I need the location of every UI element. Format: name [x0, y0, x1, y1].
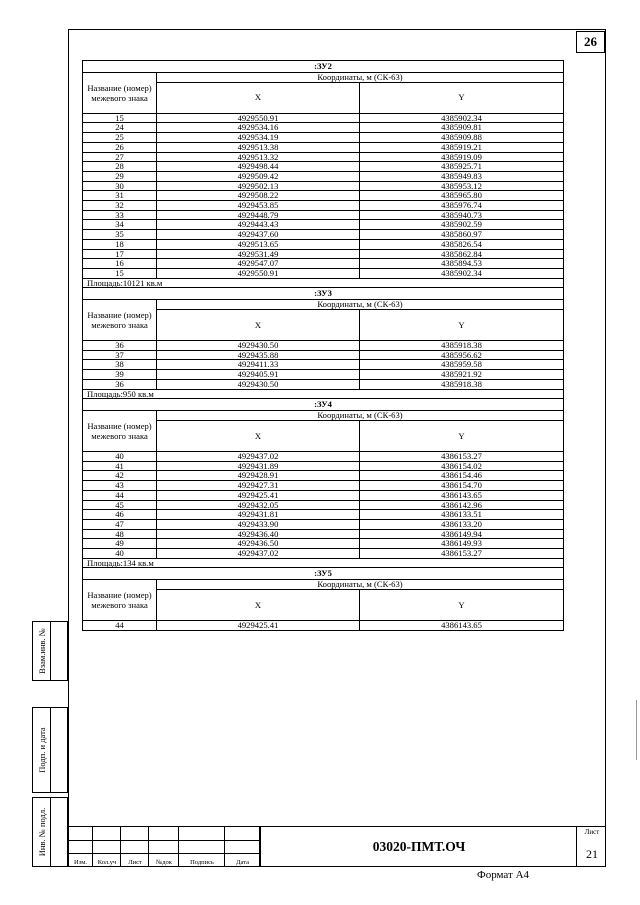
- coord-y: 4386133.51: [360, 510, 564, 520]
- coord-x: 4929513.65: [157, 239, 360, 249]
- table-row: [83, 379, 564, 389]
- coord-x: 4929433.90: [157, 519, 360, 529]
- coord-y: 4385919.21: [360, 142, 564, 152]
- marker-number: 43: [83, 481, 157, 491]
- coord-x: 4929498.44: [157, 162, 360, 172]
- marker-number: 37: [83, 350, 157, 360]
- side-field-inv-podl: [32, 797, 68, 867]
- coord-x: 4929431.81: [157, 510, 360, 520]
- table-row: [83, 481, 564, 491]
- marker-number: 36: [83, 341, 157, 351]
- header-x: X: [157, 590, 360, 621]
- section-title: :ЗУ3: [83, 288, 564, 300]
- stamp-grid: [68, 826, 256, 867]
- marker-number: 46: [83, 510, 157, 520]
- marker-number: 48: [83, 529, 157, 539]
- marker-number: 15: [83, 113, 157, 123]
- coord-x: 4929431.89: [157, 461, 360, 471]
- coord-y: 4385959.58: [360, 360, 564, 370]
- table-row: [83, 490, 564, 500]
- marker-number: 15: [83, 268, 157, 278]
- marker-number: 28: [83, 162, 157, 172]
- stamp-label-ndok: №док: [156, 859, 172, 866]
- marker-number: 42: [83, 471, 157, 481]
- table-row: [83, 360, 564, 370]
- marker-number: 31: [83, 191, 157, 201]
- marker-number: 32: [83, 201, 157, 211]
- marker-number: 41: [83, 461, 157, 471]
- side-label-inv-podl: Инв. № подл.: [36, 807, 47, 857]
- table-row: [83, 621, 564, 631]
- stamp-label-list: Лист: [128, 859, 142, 866]
- header-y: Y: [360, 420, 564, 451]
- coord-y: 4386153.27: [360, 451, 564, 461]
- marker-number: 27: [83, 152, 157, 162]
- header-coordinates: Координаты, м (СК-63): [157, 300, 564, 310]
- coord-y: 4386143.65: [360, 490, 564, 500]
- table-row: [83, 529, 564, 539]
- header-y: Y: [360, 82, 564, 113]
- header-x: X: [157, 310, 360, 341]
- coord-x: 4929427.31: [157, 481, 360, 491]
- coord-y: 4385956.62: [360, 350, 564, 360]
- header-y: Y: [360, 590, 564, 621]
- stamp-label-podpis: Подпись: [190, 859, 214, 866]
- marker-number: 44: [83, 621, 157, 631]
- coord-x: 4929550.91: [157, 113, 360, 123]
- coord-x: 4929425.41: [157, 490, 360, 500]
- marker-number: 26: [83, 142, 157, 152]
- coord-x: 4929437.60: [157, 230, 360, 240]
- document-code: 03020-ПМТ.ОЧ: [260, 827, 577, 867]
- coord-y: 4385902.34: [360, 113, 564, 123]
- marker-number: 16: [83, 259, 157, 269]
- marker-number: 18: [83, 239, 157, 249]
- table-row: [83, 249, 564, 259]
- table-row: [83, 500, 564, 510]
- marker-number: 29: [83, 171, 157, 181]
- header-marker-name: Название (номер) межевого знака: [83, 580, 157, 621]
- marker-number: 49: [83, 539, 157, 549]
- section-title: :ЗУ4: [83, 399, 564, 411]
- coord-y: 4385919.09: [360, 152, 564, 162]
- coord-x: 4929550.91: [157, 268, 360, 278]
- coord-x: 4929448.79: [157, 210, 360, 220]
- table-row: [83, 171, 564, 181]
- marker-number: 35: [83, 230, 157, 240]
- coord-x: 4929428.91: [157, 471, 360, 481]
- table-row: [83, 133, 564, 143]
- table-row: [83, 123, 564, 133]
- paper-format: Формат А4: [477, 869, 530, 881]
- coord-y: 4385953.12: [360, 181, 564, 191]
- section-title: :ЗУ2: [83, 61, 564, 73]
- table-row: [83, 191, 564, 201]
- coord-y: 4386133.20: [360, 519, 564, 529]
- coord-x: 4929508.22: [157, 191, 360, 201]
- section-title: :ЗУ5: [83, 568, 564, 580]
- coord-y: 4386154.02: [360, 461, 564, 471]
- coord-x: 4929513.38: [157, 142, 360, 152]
- marker-number: 40: [83, 549, 157, 559]
- header-x: X: [157, 420, 360, 451]
- coord-x: 4929509.42: [157, 171, 360, 181]
- sheet-box: [576, 827, 607, 867]
- table-row: [83, 519, 564, 529]
- area-label: Площадь:10121 кв.м: [83, 278, 564, 288]
- side-label-podp-data: Подп. и дата: [36, 727, 47, 773]
- coord-y: 4385909.88: [360, 133, 564, 143]
- coord-y: 4385925.71: [360, 162, 564, 172]
- marker-number: 30: [83, 181, 157, 191]
- marker-number: 45: [83, 500, 157, 510]
- marker-number: 34: [83, 220, 157, 230]
- coord-y: 4385860.97: [360, 230, 564, 240]
- coord-y: 4385965.80: [360, 191, 564, 201]
- coord-x: 4929534.19: [157, 133, 360, 143]
- sheet-number: 21: [586, 847, 598, 861]
- header-marker-name: Название (номер) межевого знака: [83, 411, 157, 452]
- table-row: [83, 113, 564, 123]
- coord-x: 4929443.43: [157, 220, 360, 230]
- coord-y: 4385940.73: [360, 210, 564, 220]
- coord-y: 4385918.38: [360, 341, 564, 351]
- marker-number: 44: [83, 490, 157, 500]
- coord-x: 4929437.02: [157, 451, 360, 461]
- marker-number: 25: [83, 133, 157, 143]
- table-row: [83, 239, 564, 249]
- table-row: [83, 268, 564, 278]
- coord-x: 4929502.13: [157, 181, 360, 191]
- coord-x: 4929436.40: [157, 529, 360, 539]
- table-row: [83, 259, 564, 269]
- stamp-label-data: Дата: [236, 859, 249, 866]
- table-row: [83, 142, 564, 152]
- marker-number: 39: [83, 370, 157, 380]
- coord-y: 4386149.94: [360, 529, 564, 539]
- table-row: [83, 162, 564, 172]
- header-marker-name: Название (номер) межевого знака: [83, 73, 157, 114]
- table-row: [83, 370, 564, 380]
- table-row: [83, 539, 564, 549]
- coordinates-content: [82, 60, 563, 631]
- coord-x: 4929425.41: [157, 621, 360, 631]
- coord-y: 4385921.92: [360, 370, 564, 380]
- marker-number: 38: [83, 360, 157, 370]
- marker-number: 40: [83, 451, 157, 461]
- table-row: [83, 471, 564, 481]
- side-label-inv-zam: Взам.инв. №: [36, 628, 47, 674]
- marker-number: 33: [83, 210, 157, 220]
- table-row: [83, 152, 564, 162]
- area-label: Площадь:134 кв.м: [83, 558, 564, 568]
- coordinates-table: [82, 60, 564, 631]
- side-field-podp-data: [32, 707, 68, 793]
- coord-x: 4929430.50: [157, 379, 360, 389]
- coord-x: 4929547.07: [157, 259, 360, 269]
- table-row: [83, 210, 564, 220]
- coord-x: 4929531.49: [157, 249, 360, 259]
- table-row: [83, 461, 564, 471]
- coord-y: 4385902.34: [360, 268, 564, 278]
- marker-number: 36: [83, 379, 157, 389]
- stamp-label-izm: Изм.: [74, 859, 87, 866]
- page-number: 26: [576, 31, 605, 53]
- coord-x: 4929432.05: [157, 500, 360, 510]
- header-marker-name: Название (номер) межевого знака: [83, 300, 157, 341]
- area-label: Площадь:950 кв.м: [83, 389, 564, 399]
- coord-y: 4385976.74: [360, 201, 564, 211]
- coord-y: 4386153.27: [360, 549, 564, 559]
- coord-x: 4929430.50: [157, 341, 360, 351]
- coord-y: 4386154.46: [360, 471, 564, 481]
- coord-x: 4929534.16: [157, 123, 360, 133]
- coord-y: 4385902.59: [360, 220, 564, 230]
- header-x: X: [157, 82, 360, 113]
- coord-y: 4385862.84: [360, 249, 564, 259]
- header-coordinates: Координаты, м (СК-63): [157, 580, 564, 590]
- table-row: [83, 341, 564, 351]
- coord-y: 4385826.54: [360, 239, 564, 249]
- coord-y: 4386142.96: [360, 500, 564, 510]
- coord-x: 4929513.32: [157, 152, 360, 162]
- coord-x: 4929437.02: [157, 549, 360, 559]
- table-row: [83, 201, 564, 211]
- coord-x: 4929453.85: [157, 201, 360, 211]
- header-coordinates: Координаты, м (СК-63): [157, 73, 564, 83]
- header-coordinates: Координаты, м (СК-63): [157, 411, 564, 421]
- stamp-label-kol-uch: Кол.уч: [97, 859, 117, 866]
- table-row: [83, 510, 564, 520]
- coord-y: 4386149.93: [360, 539, 564, 549]
- table-row: [83, 350, 564, 360]
- table-row: [83, 451, 564, 461]
- coord-x: 4929436.50: [157, 539, 360, 549]
- coord-x: 4929405.91: [157, 370, 360, 380]
- coord-x: 4929411.33: [157, 360, 360, 370]
- table-row: [83, 220, 564, 230]
- coord-y: 4386154.70: [360, 481, 564, 491]
- coord-y: 4385909.81: [360, 123, 564, 133]
- table-row: [83, 181, 564, 191]
- scan-edge: [636, 700, 637, 760]
- sheet-label: Лист: [584, 828, 600, 836]
- marker-number: 17: [83, 249, 157, 259]
- coord-x: 4929435.88: [157, 350, 360, 360]
- coord-y: 4385894.53: [360, 259, 564, 269]
- marker-number: 24: [83, 123, 157, 133]
- coord-y: 4385918.38: [360, 379, 564, 389]
- marker-number: 47: [83, 519, 157, 529]
- side-field-inv-zam: [32, 621, 68, 681]
- coord-y: 4385949.83: [360, 171, 564, 181]
- table-row: [83, 230, 564, 240]
- coord-y: 4386143.65: [360, 621, 564, 631]
- table-row: [83, 549, 564, 559]
- header-y: Y: [360, 310, 564, 341]
